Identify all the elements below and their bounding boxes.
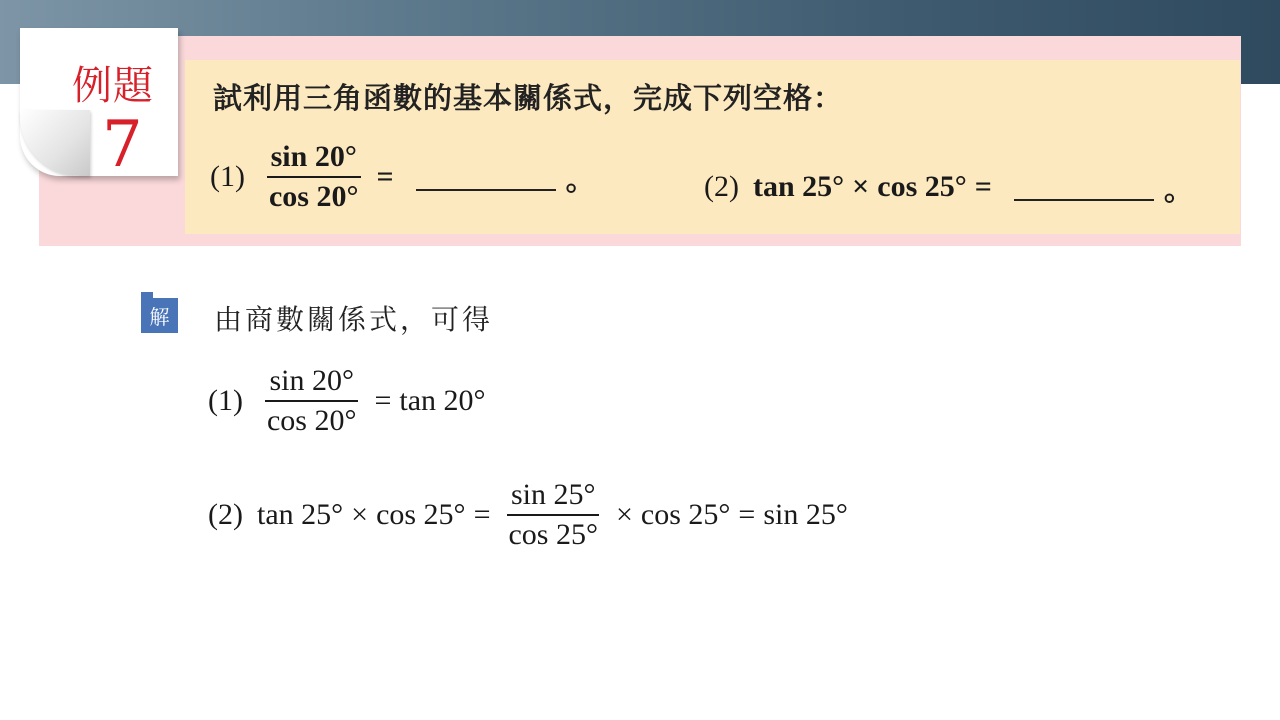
solution-line-2 (208, 478, 848, 552)
term-cos: cos 25° (376, 498, 466, 531)
equals-sign: = (738, 498, 756, 531)
solution-line-1 (208, 364, 486, 438)
question-part-1 (210, 140, 596, 214)
example-number: 7 (102, 108, 143, 182)
equals-sign: = (473, 498, 491, 531)
period-mark: 。 (565, 164, 596, 197)
term-tan: tan 25° (256, 498, 344, 531)
part-label: (1) (208, 384, 243, 417)
numerator: sin 20° (267, 140, 361, 178)
answer-blank[interactable] (1014, 173, 1154, 201)
fraction (263, 364, 361, 438)
times-sign: × (852, 170, 870, 203)
times-sign: × (351, 498, 369, 531)
example-label: 例題 (72, 63, 154, 109)
equals-sign: = (374, 384, 392, 417)
period-mark: 。 (1163, 174, 1194, 207)
term-cos: cos 25° (877, 170, 967, 203)
fraction (504, 478, 602, 552)
term-tan: tan 25° (752, 170, 845, 203)
part-label: (1) (210, 160, 245, 193)
times-sign: × (615, 498, 633, 531)
question-text: 試利用三角函數的基本關係式，完成下列空格： (213, 81, 844, 115)
denominator: cos 25° (508, 518, 598, 551)
term-cos: cos 25° (640, 498, 731, 531)
answer-blank[interactable] (416, 163, 556, 191)
page-curl-icon (20, 110, 90, 176)
numerator: sin 20° (265, 364, 358, 402)
part-label: (2) (704, 170, 739, 203)
numerator: sin 25° (507, 478, 600, 516)
equals-sign: = (376, 160, 394, 193)
fraction (265, 140, 363, 214)
denominator: cos 20° (268, 180, 359, 213)
result: sin 25° (763, 498, 848, 531)
result: tan 20° (399, 384, 486, 417)
denominator: cos 20° (266, 404, 357, 437)
question-part-2 (704, 165, 1194, 209)
equals-sign: = (974, 170, 992, 203)
solution-intro: 由商數關係式，可得 (214, 303, 494, 336)
part-label: (2) (208, 498, 243, 531)
solution-icon: 解 (141, 298, 178, 333)
